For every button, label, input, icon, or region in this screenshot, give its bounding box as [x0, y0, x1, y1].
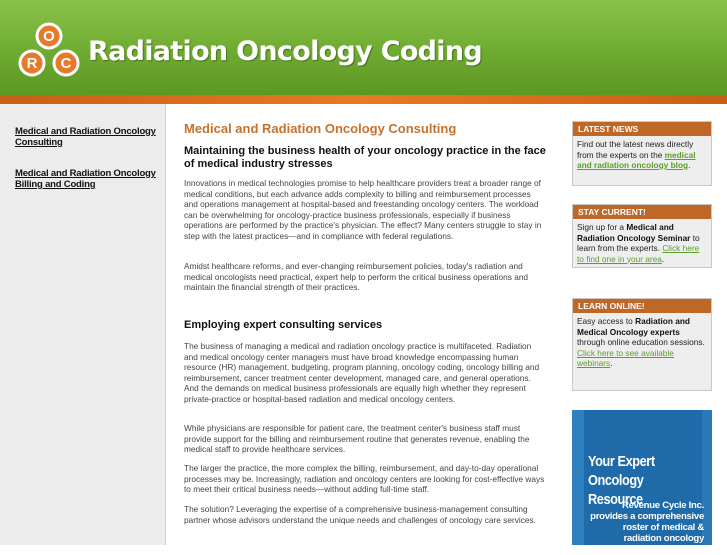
webinars-link[interactable]: Click here to see available webinars	[577, 347, 674, 368]
paragraph-larger-practice: The larger the practice, the more complex the billing, reimbursement, and day-to-day operational processes may be. Increasingly, radiation and oncology centers are looking for cost-effective ways to meet their critical business needs—without adding full-time staff.	[184, 463, 545, 495]
latest-news-period: .	[688, 160, 691, 170]
logo-letter-r: R	[26, 55, 38, 72]
orc-logo[interactable]	[18, 22, 80, 78]
logo-letter-c: C	[60, 55, 72, 72]
seminar-link[interactable]: Click here to find one in your area	[577, 243, 700, 264]
paragraph-solution: The solution? Leveraging the expertise of a comprehensive business-management consulting partner whose advisors understand the unique needs and challenges of oncology care services.	[184, 504, 536, 525]
paragraph-innovations: Innovations in medical technologies promise to help healthcare providers treat a broader range of medical conditions, but each advance adds complexity to billing and reimbursement processes and operations management at hospital-based and freestanding oncology centers. The workload can be overwhelming for oncology-practice business professionals, especially if business operations are performed by the practice's physician. The effect? Many centers struggle to stay in step with the latest practices—and in compliance with federal regulations.	[184, 178, 542, 241]
site-title[interactable]: Radiation Oncology Coding	[88, 36, 482, 67]
oncology-resource-ad[interactable]	[572, 410, 712, 555]
ad-text: Revenue Cycle Inc. provides a comprehensive roster of medical & radiation oncology management, consulting &	[588, 500, 704, 555]
learn-online-period: .	[610, 358, 613, 368]
latest-news-text: Find out the latest news directly from the experts on the	[577, 139, 694, 160]
logo-letter-o: O	[43, 28, 55, 45]
stay-current-box	[572, 204, 712, 268]
nav-link-consulting[interactable]: Medical and Radiation Oncology Consulting	[15, 126, 156, 148]
nav-link-billing-coding[interactable]: Medical and Radiation Oncology Billing and Coding	[15, 168, 156, 190]
learn-online-heading: LEARN ONLINE!	[573, 299, 711, 313]
paragraph-business-managing: The business of managing a medical and radiation oncology practice is multifaceted. Radiation and medical oncology center managers must have broad knowledge encompassing human resource (HR) management, budgeting, program planning, oncology coding, oncology billing and reimbursement, cancer treatment center development, managed care, and general operations. And the demands on medical business professionals are equally high whether they represent private-practice or hospital-based radiation and medical oncology centers.	[184, 341, 540, 404]
ad-title-line1: Your Expert	[588, 453, 655, 470]
subhead-business-health: Maintaining the business health of your oncology practice in the face of medical industry stresses	[184, 145, 546, 170]
stay-current-body	[573, 219, 711, 268]
seminar-bold: Medical and Radiation Oncology Seminar	[577, 222, 691, 243]
paragraph-reforms: Amidst healthcare reforms, and ever-changing reimbursement policies, today's radiation and medical oncologists need practical, expert help to perform the critical business operations and maintain the financial strength of their practices.	[184, 261, 529, 293]
page-title: Medical and Radiation Oncology Consulting	[184, 121, 457, 136]
left-sidebar	[0, 104, 166, 545]
stay-current-period: .	[661, 253, 665, 264]
latest-news-box	[572, 121, 712, 186]
stay-current-text1: Sign up for a	[577, 222, 627, 232]
learn-online-box	[572, 298, 712, 391]
latest-news-body	[573, 136, 711, 175]
ad-title-line2: Oncology Resource	[588, 472, 644, 508]
blog-link[interactable]: medical and radiation oncology blog	[577, 149, 696, 170]
latest-news-heading: LATEST NEWS	[573, 122, 711, 136]
subhead-consulting-services: Employing expert consulting services	[184, 319, 383, 331]
learn-online-text1: Easy access to	[577, 316, 636, 326]
experts-bold: Radiation and Medical Oncology experts	[577, 316, 690, 337]
stay-current-heading: STAY CURRENT!	[573, 205, 711, 219]
stay-current-text2: to learn from the experts.	[577, 232, 700, 253]
learn-online-text2: through online education sessions.	[577, 337, 705, 347]
learn-online-body	[573, 313, 711, 373]
header-orange-band	[0, 95, 727, 104]
ad-stripe-left	[572, 410, 584, 545]
paragraph-physicians: While physicians are responsible for patient care, the treatment center's business staff must provide support for the billing and reimbursement routine that generates revenue, enabling the medical staff to provide healthcare services.	[184, 423, 530, 455]
